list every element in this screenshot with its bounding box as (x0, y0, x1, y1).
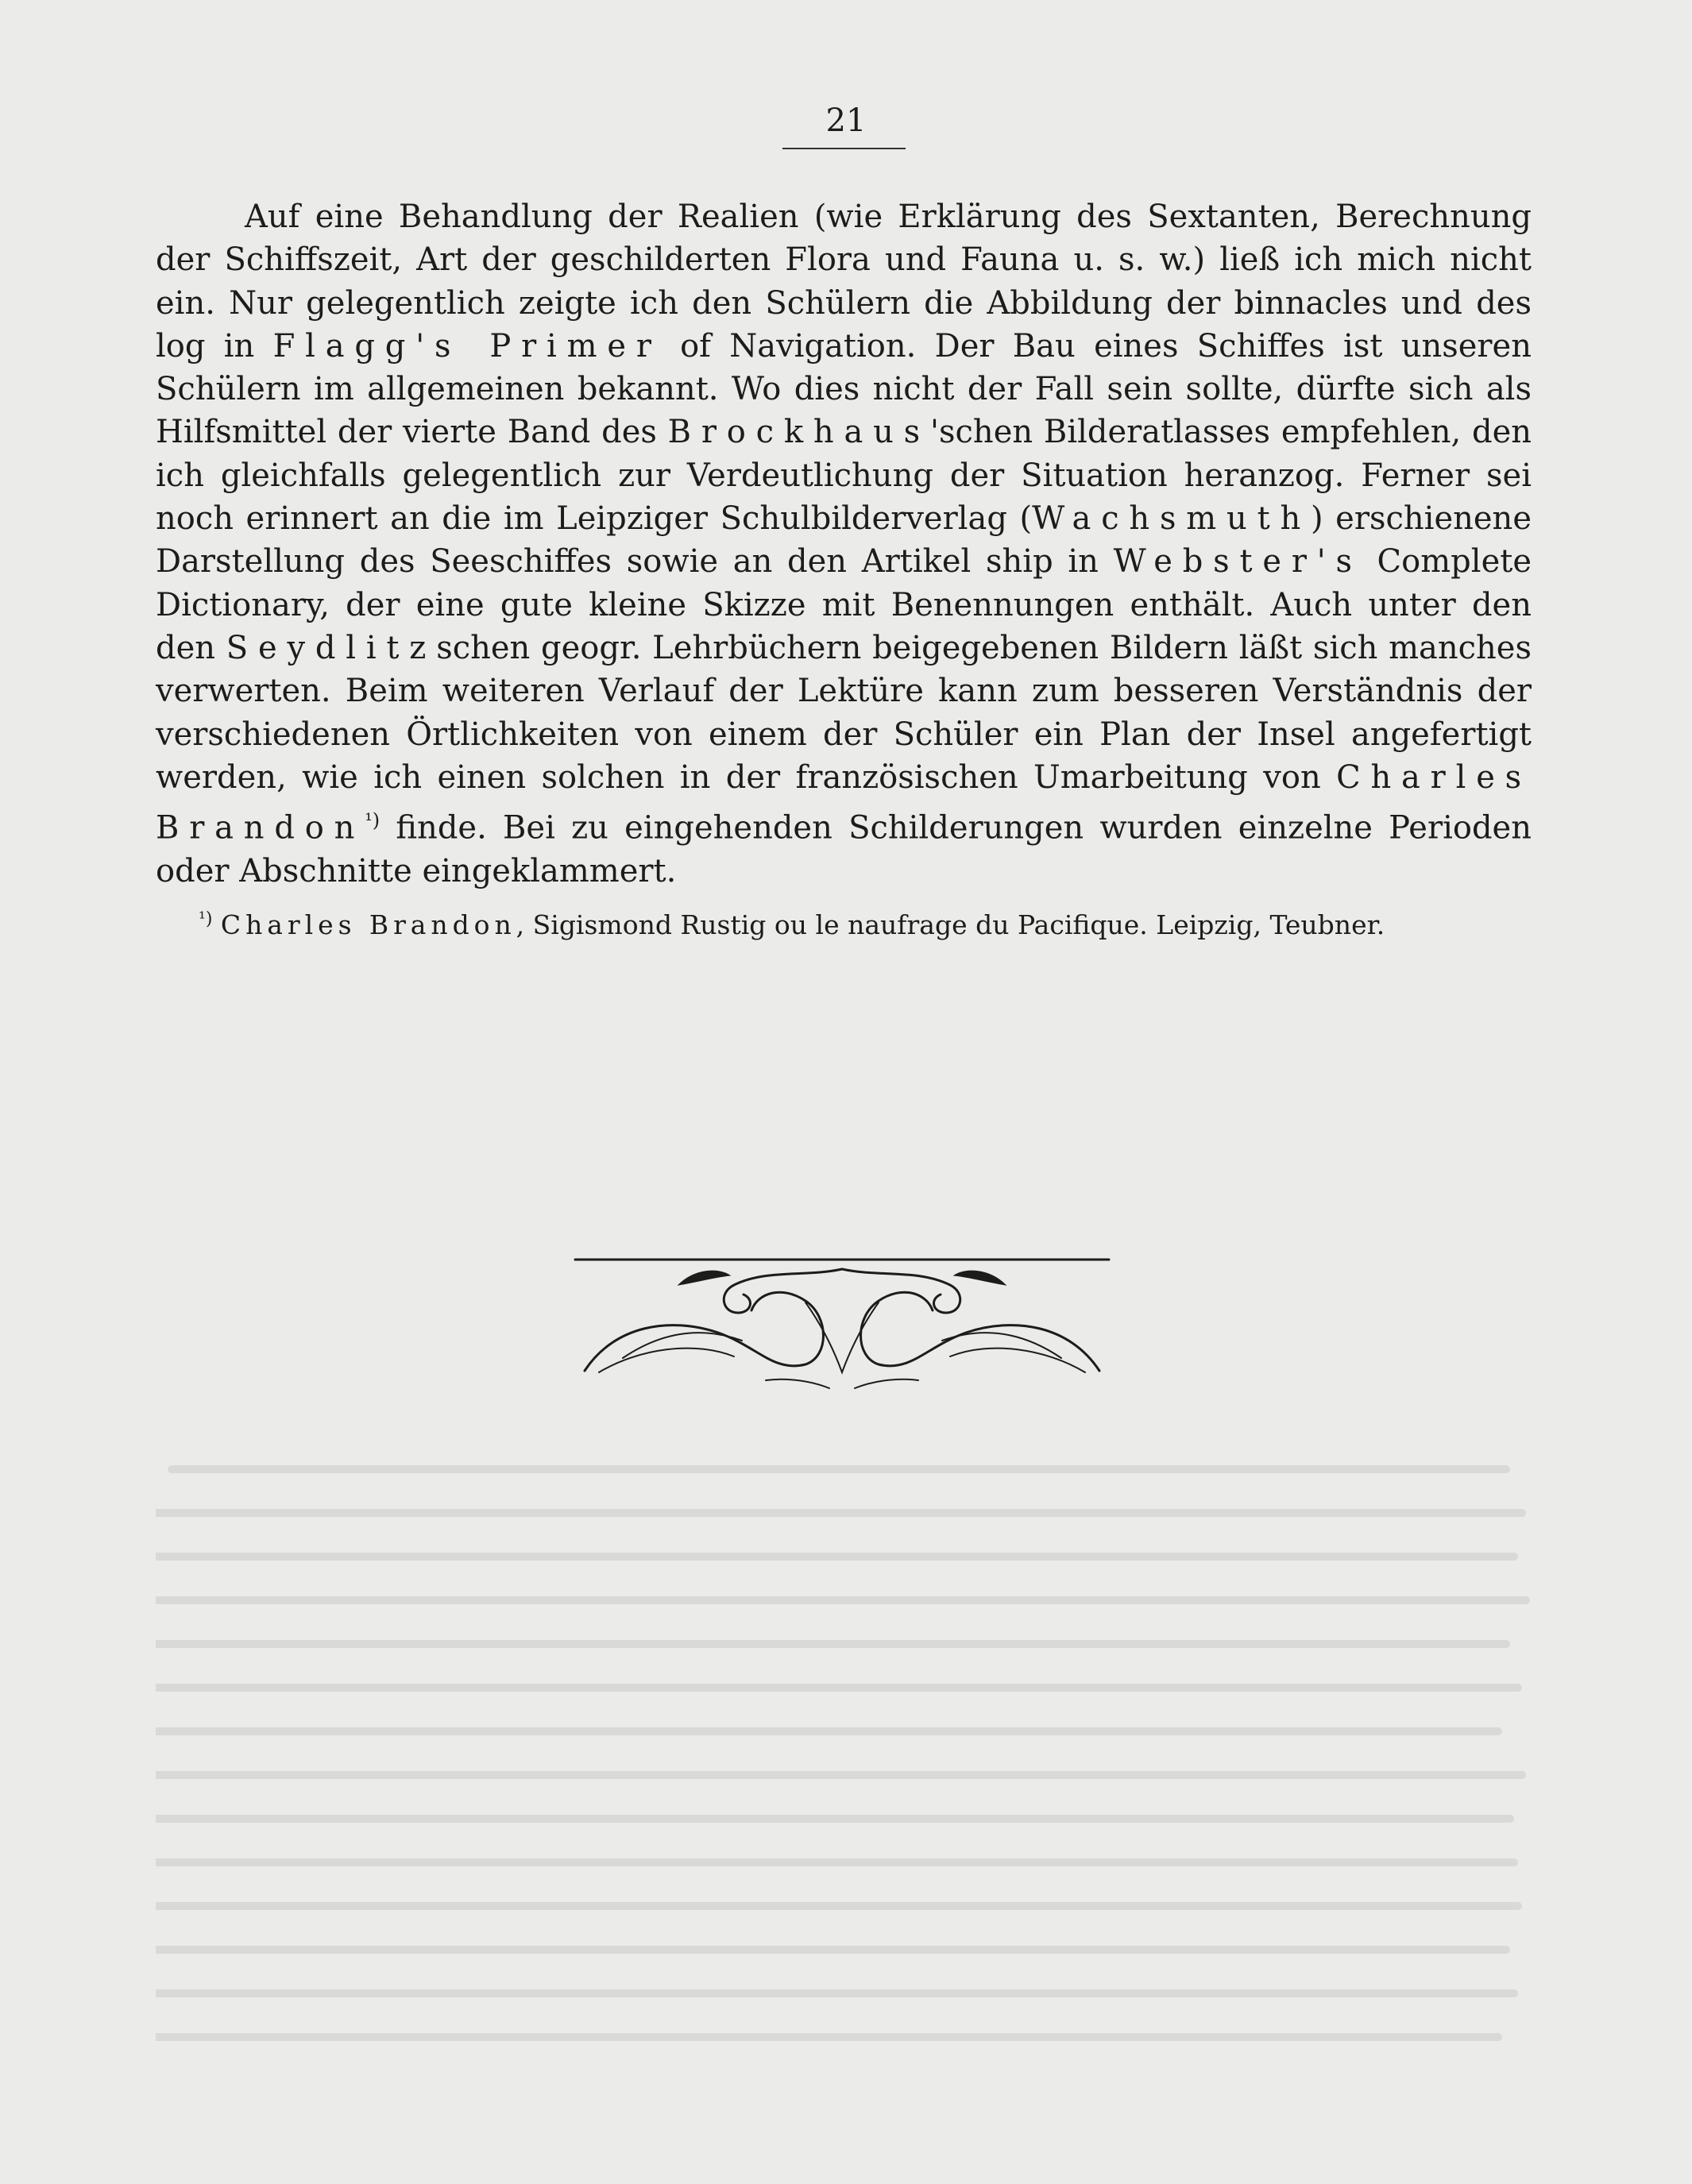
flourish-ornament-icon (567, 1237, 1117, 1396)
paragraph-text: Auf eine Behandlung der Realien (wie Erklärung des Sextanten, Berechnung der Schiffszeit, Art der geschilderten Flora und Fauna u. s. w.) ließ ich mich nicht ein. Nur gelegentlich zeigte ich den Schülern die Abbildung der binnacles und des log in (156, 199, 1532, 365)
bleed-through-texture (156, 1453, 1532, 2057)
spaced-name-brandon: Charles Brandon (156, 758, 1532, 847)
paragraph-text: Complete Dictionary, der eine gute kleine Skizze mit Benennungen enthält. Auch unter den den (156, 543, 1532, 666)
footnote-author: Charles Brandon (220, 909, 516, 940)
page-number: 21 (825, 102, 867, 139)
paragraph-text: schen geogr. Lehrbüchern beigegebenen Bildern läßt sich manches verwerten. Beim weiteren Verlauf der Lektüre kann zum besseren Verständnis der verschiedenen Örtlichkeiten von einem der Schüler ein Plan der Insel angefertigt werden, wie ich einen solchen in der französischen Umarbeitung von (156, 629, 1532, 796)
spaced-name-brockhaus: Brockhaus (667, 414, 930, 451)
paragraph-text: of Navigation. Der Bau eines Schiffes ist unseren Schülern im allgemeinen bekannt. Wo dies nicht der Fall sein sollte, dürfte sich als Hilfsmittel der vierte Band des (156, 327, 1532, 451)
spaced-name-flagg: Flagg's Primer (272, 327, 662, 365)
page-number-rule (782, 148, 906, 149)
footnote (199, 903, 1501, 942)
paragraph-text: 'schen Bilderatlasses empfehlen, den ich gleichfalls gelegentlich zur Verdeutlichung der Situation heranzog. Ferner sei noch erinnert an die im Leipziger Schulbilderverlag ( (156, 414, 1532, 538)
body-paragraph (156, 195, 1532, 893)
paragraph-text: finde. Bei zu eingehenden Schilderungen wurden einzelne Perioden oder Abschnitte eingeklammert. (156, 809, 1532, 889)
footnote-reference: ¹) (365, 809, 381, 832)
spaced-name-wachsmuth: Wachsmuth (1032, 500, 1311, 538)
spaced-name-webster: Webster's (1113, 543, 1362, 581)
paragraph-text: ) erschienene Darstellung des Seeschiffes sowie an den Artikel ship in (156, 500, 1532, 581)
footnote-mark: ¹) (199, 909, 213, 929)
spaced-name-seydlitz: Seydlitz (226, 629, 437, 666)
footnote-text: , Sigismond Rustig ou le naufrage du Pacifique. Leipzig, Teubner. (516, 909, 1385, 940)
